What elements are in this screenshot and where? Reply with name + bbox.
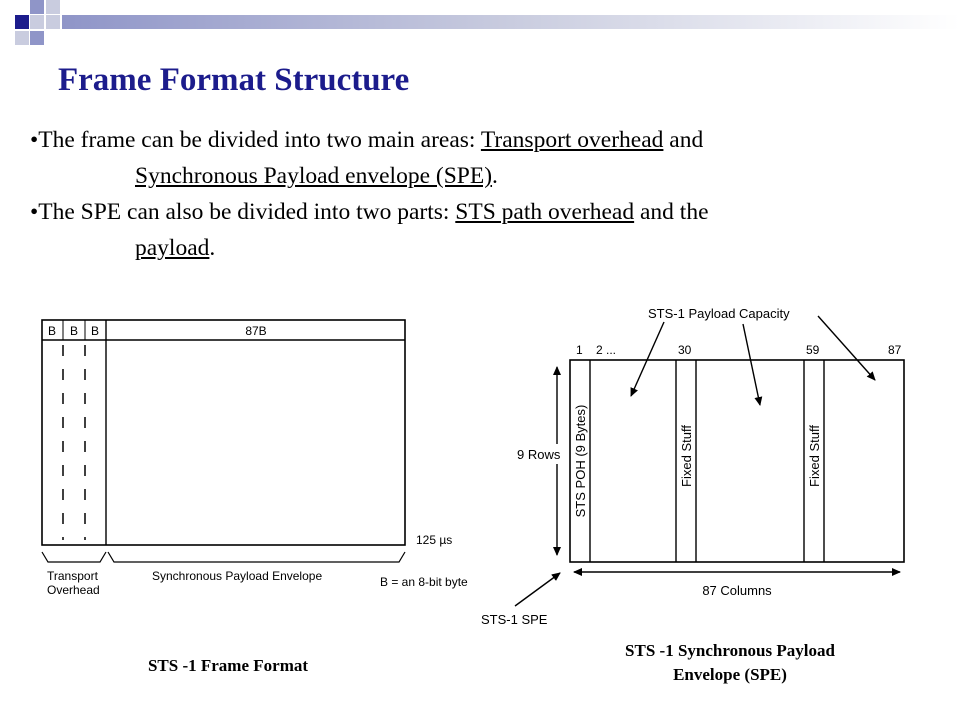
term-spe: Synchronous Payload envelope (SPE): [135, 163, 493, 189]
col-59-label: 59: [806, 343, 820, 357]
right-figure-caption-line-2: Envelope (SPE): [673, 665, 787, 684]
term-payload: payload: [135, 235, 210, 261]
col-1-label: 1: [576, 343, 583, 357]
term-sts-path-overhead: STS path overhead: [455, 199, 635, 225]
frame-format-figure: [42, 320, 468, 597]
capacity-arrow-2: [743, 324, 760, 405]
right-figure-caption-line-1: STS -1 Synchronous Payload: [625, 641, 835, 660]
left-figure-caption: STS -1 Frame Format: [147, 656, 309, 675]
bullet-2-line-2: payload.: [135, 235, 216, 261]
poh-label: STS POH (9 Bytes): [573, 404, 588, 518]
col-2-label: 2 ...: [596, 343, 617, 357]
fixed-stuff-2-label: Fixed Stuff: [807, 425, 822, 487]
sts1-spe-label: STS-1 SPE: [481, 612, 548, 627]
col-b1-label: B: [47, 324, 57, 338]
slide-title: Frame Format Structure: [58, 62, 410, 98]
payload-capacity-label: STS-1 Payload Capacity: [648, 306, 790, 321]
bullet-marker: •: [30, 127, 39, 153]
spe-outline: [570, 360, 904, 562]
col-87-label: 87: [888, 343, 902, 357]
frame-outline: [42, 320, 405, 545]
rows-label: 9 Rows: [517, 447, 561, 462]
bullet-2-line-1: •The SPE can also be divided into two parts: STS path overhead and the: [30, 199, 709, 225]
columns-label: 87 Columns: [702, 583, 772, 598]
capacity-arrow-3: [818, 316, 875, 380]
frame-time-label: 125 µs: [416, 533, 453, 547]
bullet-1-line-2: Synchronous Payload envelope (SPE).: [135, 163, 498, 189]
col-30-label: 30: [678, 343, 692, 357]
col-b3-label: B: [90, 324, 100, 338]
transport-overhead-brace: [42, 552, 106, 562]
spe-label: Synchronous Payload Envelope: [152, 569, 323, 583]
fixed-stuff-1-label: Fixed Stuff: [679, 425, 694, 487]
bullet-marker: •: [30, 199, 39, 225]
transport-overhead-label-1: Transport: [47, 569, 98, 583]
col-b2-label: B: [69, 324, 79, 338]
bullet-1-line-1: •The frame can be divided into two main areas: Transport overhead and: [30, 127, 704, 153]
capacity-arrow-1: [631, 322, 664, 396]
spe-figure: [481, 306, 904, 627]
transport-overhead-label-2: Overhead: [47, 583, 100, 597]
col-87b-label: 87B: [245, 324, 267, 338]
spe-pointer-arrow: [515, 573, 560, 606]
byte-legend: B = an 8-bit byte: [380, 575, 468, 589]
spe-brace: [108, 552, 405, 562]
term-transport-overhead: Transport overhead: [480, 127, 664, 153]
